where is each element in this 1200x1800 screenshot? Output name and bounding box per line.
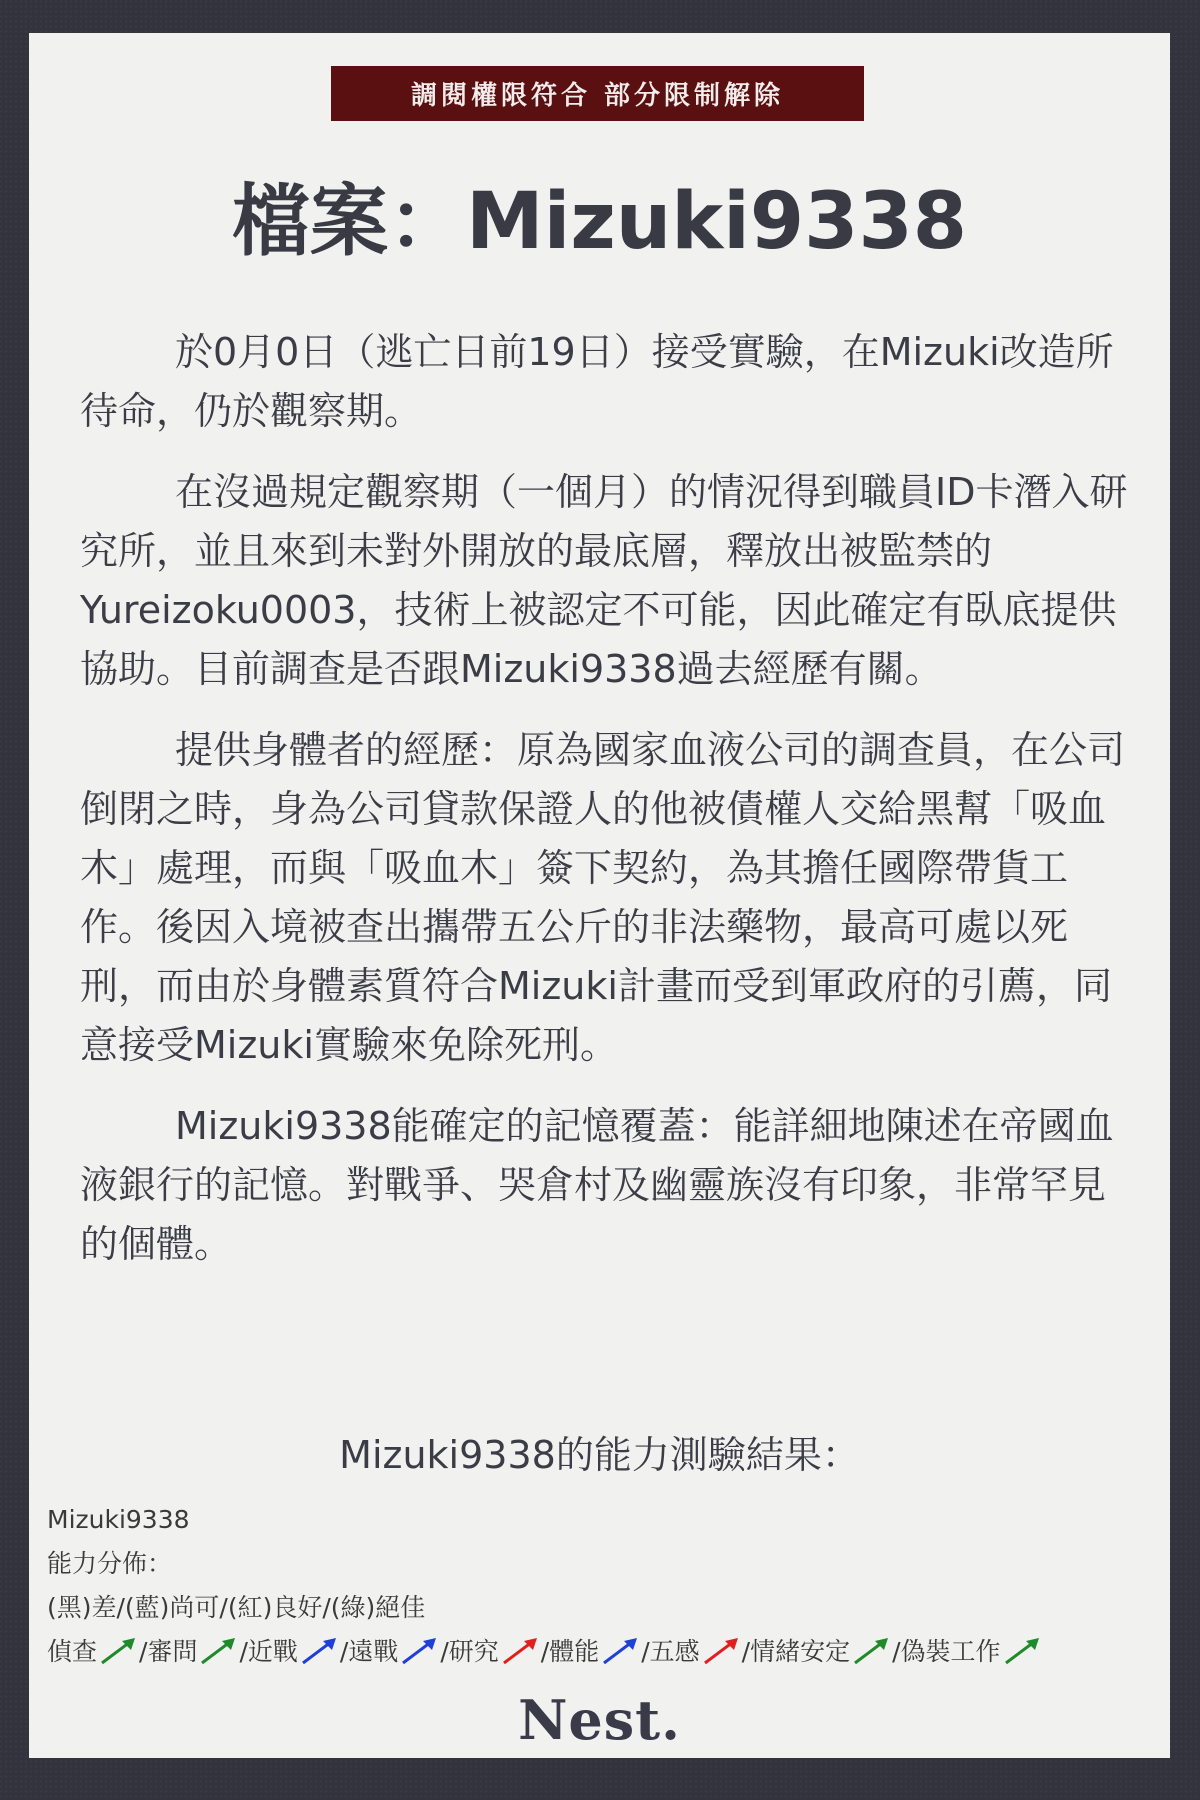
nest-logo: Nest.	[518, 1688, 681, 1752]
stat-label: /五感	[641, 1637, 700, 1666]
ability-stats	[47, 1630, 1157, 1674]
arrow-up-right-icon	[299, 1636, 339, 1666]
stat-label: /近戰	[239, 1637, 298, 1666]
stat-label: 偵查	[47, 1637, 98, 1666]
arrow-up-right-icon	[1002, 1636, 1042, 1666]
arrow-up-right-icon	[701, 1636, 741, 1666]
document-body	[80, 323, 1135, 1296]
arrow-up-right-icon	[399, 1636, 439, 1666]
document-title: 檔案：Mizuki9338	[232, 177, 967, 267]
stat-label: /研究	[440, 1637, 499, 1666]
arrow-up-right-icon	[98, 1636, 138, 1666]
subject-name: Mizuki9338	[47, 1505, 190, 1534]
arrow-up-right-icon	[500, 1636, 540, 1666]
paragraph-1: 於0月0日（逃亡日前19日）接受實驗，在Mizuki改造所待命，仍於觀察期。	[80, 330, 1114, 433]
arrow-up-right-icon	[198, 1636, 238, 1666]
stat-label: /遠戰	[339, 1637, 399, 1666]
document-sheet	[29, 33, 1170, 1758]
clearance-banner: 調閱權限符合 部分限制解除	[331, 66, 864, 121]
stat-label: /審問	[139, 1637, 198, 1666]
paragraph-3: 提供身體者的經歷：原為國家血液公司的調查員，在公司倒閉之時，身為公司貸款保證人的他被債權人交給黑幫「吸血木」處理，而與「吸血木」簽下契約，為其擔任國際帶貨工作。後因入境被查出攜帶五公斤的非法藥物，最高可處以死刑，而由於身體素質符合Mizuki計畫而受到軍政府的引薦，同意接受Mizuki實驗來免除死刑。	[80, 728, 1126, 1067]
ability-label: 能力分佈：	[47, 1549, 173, 1578]
ability-result-heading: Mizuki9338的能力測驗結果：	[339, 1433, 860, 1477]
stat-label: /情緒安定	[741, 1637, 851, 1666]
ability-legend: (黑)差/(藍)尚可/(紅)良好/(綠)絕佳	[47, 1593, 426, 1622]
paragraph-4: Mizuki9338能確定的記憶覆蓋：能詳細地陳述在帝國血液銀行的記憶。對戰爭、哭倉村及幽靈族沒有印象，非常罕見的個體。	[80, 1104, 1114, 1266]
arrow-up-right-icon	[600, 1636, 640, 1666]
stat-label: /體能	[540, 1637, 600, 1666]
paragraph-2: 在沒過規定觀察期（一個月）的情況得到職員ID卡潛入研究所，並且來到未對外開放的最底層，釋放出被監禁的Yureizoku0003，技術上被認定不可能，因此確定有臥底提供協助。目前調查是否跟Mizuki9338過去經歷有關。	[80, 470, 1128, 691]
ability-panel	[47, 1498, 1157, 1674]
arrow-up-right-icon	[851, 1636, 891, 1666]
stat-label: /偽裝工作	[892, 1637, 1001, 1666]
